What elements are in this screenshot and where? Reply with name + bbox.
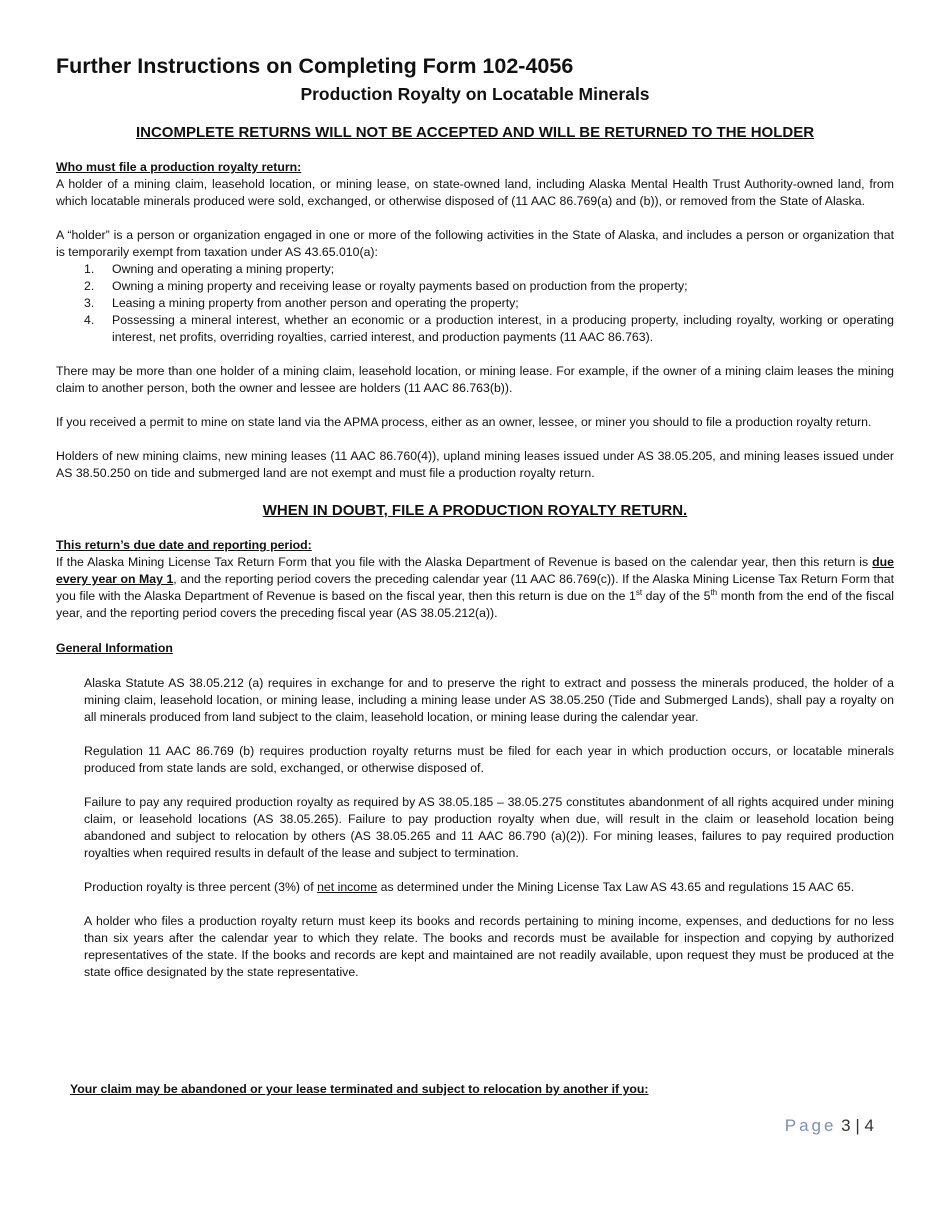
- list-item-text: Owning and operating a mining property;: [112, 262, 335, 276]
- royalty-rate-text: as determined under the Mining License Tax Law AS 43.65 and regulations 15 AAC 65.: [377, 880, 855, 894]
- statute-para: Alaska Statute AS 38.05.212 (a) requires in exchange for and to preserve the right to extract and possess the minerals produced, the holder of a mining claim, leasehold location, or mining lease, including a mining lease under AS 38.05.250 (Tide and Submerged Lands), shall pay a royalty on all minerals produced from land subject to the claim, leasehold location, or mining lease during the calendar year.: [84, 676, 894, 724]
- general-information-heading: General Information: [56, 641, 173, 655]
- list-item: [56, 278, 894, 295]
- list-item: [56, 295, 894, 312]
- royalty-rate-text: Production royalty is three percent (3%) of: [84, 880, 318, 894]
- royalty-rate-para: [84, 879, 894, 896]
- list-item: [56, 261, 894, 278]
- who-must-file-para-1: A holder of a mining claim, leasehold location, or mining lease, on state-owned land, including Alaska Mental Health Trust Authority-owned land, from which locatable minerals produced were sold, exchanged, or otherwise disposed of (11 AAC 86.769(a) and (b)), or removed from the State of Alaska.: [56, 177, 894, 208]
- page-separator: |: [855, 1116, 860, 1135]
- abandonment-heading: Your claim may be abandoned or your lease terminated and subject to relocation by another if you:: [70, 1082, 649, 1096]
- failure-to-pay-para: Failure to pay any required production royalty as required by AS 38.05.185 – 38.05.275 constitutes abandonment of all rights acquired under mining claim, or leasehold locations (AS 38.05.265). Failure to pay production royalty when due, will result in the claim or leasehold location being abandoned and subject to relocation by others (AS 38.05.265 and 11 AAC 86.790 (a)(2)). For mining leases, failures to pay required production royalties when required results in default of the lease and subject to termination.: [84, 795, 894, 860]
- due-date-text: month from the end of the fiscal year, and the reporting period covers the preceding fiscal year (AS 38.05.212(a)).: [56, 589, 894, 620]
- due-date-heading: This return’s due date and reporting period:: [56, 538, 312, 552]
- holder-definition-para: A “holder” is a person or organization engaged in one or more of the following activities in the State of Alaska, and includes a person or organization that is temporarily exempt from taxation under AS 43.65.010(a):: [56, 228, 894, 259]
- ordinal-suffix: th: [710, 587, 718, 597]
- document-subtitle: Production Royalty on Locatable Minerals: [300, 84, 650, 104]
- net-income-term: net income: [317, 880, 378, 894]
- incomplete-returns-banner: INCOMPLETE RETURNS WILL NOT BE ACCEPTED AND WILL BE RETURNED TO THE HOLDER: [135, 124, 815, 141]
- list-item-text: Owning a mining property and receiving lease or royalty payments based on production from the property;: [112, 279, 688, 293]
- holder-activities-list: [56, 261, 894, 346]
- list-item-text: Leasing a mining property from another person and operating the property;: [112, 296, 519, 310]
- list-item-text: Possessing a mineral interest, whether an economic or a production interest, in a producing property, including royalty, working or operating interest, net profits, overriding royalties, carried interest, and production payments (11 AAC 86.763).: [112, 313, 894, 344]
- page-number: [785, 1116, 874, 1136]
- due-date-para: [56, 554, 894, 622]
- due-date-emphasis: due every year on May 1: [56, 555, 894, 586]
- page-label: Page: [784, 1116, 837, 1135]
- list-item-number: 1.: [84, 262, 95, 276]
- page-current: 3: [841, 1116, 851, 1135]
- document-title: Further Instructions on Completing Form 102-4056: [56, 54, 574, 78]
- page-total: 4: [864, 1116, 874, 1135]
- due-date-text: If the Alaska Mining License Tax Return Form that you file with the Alaska Department of Revenue is based on the calendar year, then this return is: [56, 555, 873, 569]
- when-in-doubt-banner: WHEN IN DOUBT, FILE A PRODUCTION ROYALTY RETURN.: [262, 502, 688, 519]
- list-item: [56, 312, 894, 346]
- list-item-number: 2.: [84, 279, 95, 293]
- ordinal-suffix: st: [635, 587, 643, 597]
- document-page: [56, 52, 894, 981]
- list-item-number: 4.: [84, 313, 95, 327]
- new-claims-para: Holders of new mining claims, new mining leases (11 AAC 86.760(4)), upland mining leases issued under AS 38.05.205, and mining leases issued under AS 38.50.250 on tide and submerged land are not exempt and must file a production royalty return.: [56, 449, 894, 480]
- regulation-para: Regulation 11 AAC 86.769 (b) requires production royalty returns must be filed for each year in which production occurs, or locatable minerals produced from state lands are sold, exchanged, or otherwise disposed of.: [84, 744, 894, 775]
- books-records-para: A holder who files a production royalty return must keep its books and records pertaining to mining income, expenses, and deductions for no less than six years after the calendar year to which they relate. The books and records must be available for inspection and copying by authorized representatives of the state. If the books and records are kept and maintained are not readily available, upon request they must be produced at the state office designated by the state representative.: [84, 914, 894, 979]
- who-must-file-heading: Who must file a production royalty return:: [56, 160, 302, 174]
- multiple-holders-para: There may be more than one holder of a mining claim, leasehold location, or mining lease. For example, if the owner of a mining claim leases the mining claim to another person, both the owner and lessee are holders (11 AAC 86.763(b)).: [56, 364, 894, 395]
- due-date-text: , and the reporting period covers the preceding calendar year (11 AAC 86.769(c)). If the Alaska Mining License Tax Return Form that you file with the Alaska Department of Revenue is based on the fiscal year, then this return is due on the 1: [56, 572, 894, 603]
- due-date-text: day of the 5: [642, 589, 711, 603]
- list-item-number: 3.: [84, 296, 95, 310]
- apma-permit-para: If you received a permit to mine on state land via the APMA process, either as an owner, lessee, or miner you should to file a production royalty return.: [56, 415, 872, 429]
